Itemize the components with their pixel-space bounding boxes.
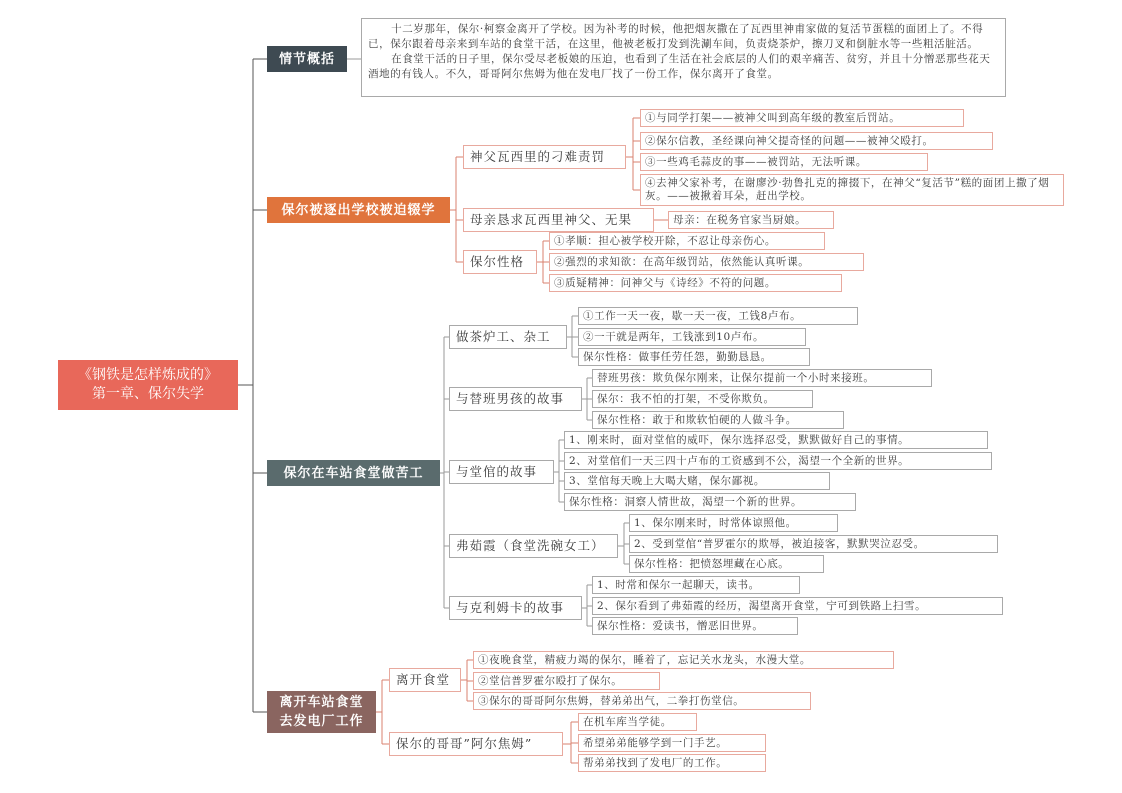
node-klimka: 与克利姆卡的故事 bbox=[449, 596, 582, 620]
root-title: 《钢铁是怎样炼成的》 bbox=[78, 367, 218, 383]
leaf-item: 希望弟弟能够学到一门手艺。 bbox=[578, 734, 766, 752]
node-waiter-story: 与堂倌的故事 bbox=[449, 460, 554, 484]
leaf-item: 保尔性格：洞察人情世故，渴望一个新的世界。 bbox=[564, 493, 856, 511]
summary-paragraph-1: 十二岁那年，保尔·柯察金离开了学校。因为补考的时候，他把烟灰撒在了瓦西里神甫家做的复活节蛋糕的面团上了。不得已，保尔跟着母亲来到车站的食堂干活，在这里，他被老板打发到洗涮车间，负责烧茶炉，擦刀叉和倒脏水等一些粗活脏活。 bbox=[368, 23, 984, 50]
leaf-item: 母亲：在税务官家当厨娘。 bbox=[668, 211, 834, 229]
branch-dropout bbox=[267, 197, 450, 223]
branch-station-canteen-label: 保尔在车站食堂做苦工 bbox=[283, 465, 424, 481]
leaf-item: ①与同学打架——被神父叫到高年级的教室后罚站。 bbox=[640, 109, 964, 127]
node-paul-character: 保尔性格 bbox=[463, 250, 537, 274]
leaf-item: ④去神父家补考，在谢廖沙·勃鲁扎克的撺掇下，在神父“复活节”糕的面团上撒了烟灰。——被揪着耳朵，赶出学校。 bbox=[640, 174, 1064, 206]
leaf-item: ②堂信普罗霍尔殴打了保尔。 bbox=[473, 672, 660, 690]
node-frosya: 弗茹霞（食堂洗碗女工） bbox=[449, 534, 618, 558]
branch-station-canteen bbox=[267, 460, 440, 486]
leaf-item: 保尔性格：敢于和欺软怕硬的人做斗争。 bbox=[592, 411, 844, 429]
leaf-item: 保尔：我不怕的打架，不受你欺负。 bbox=[592, 390, 813, 408]
branch-plot-summary bbox=[267, 46, 347, 72]
summary-paragraph-2: 在食堂干活的日子里，保尔受尽老板娘的压迫，也看到了生活在社会底层的人们的艰辛痛苦、贫穷，并且十分憎恶那些花天酒地的有钱人。不久，哥哥阿尔焦姆为他在发电厂找了一份工作，保尔离开了食堂。 bbox=[368, 53, 991, 80]
leaf-item: 2、对堂倌们一天三四十卢布的工资感到不公，渴望一个全新的世界。 bbox=[564, 452, 992, 470]
node-priest-punishment: 神父瓦西里的刁难责罚 bbox=[463, 145, 626, 169]
root-topic bbox=[58, 360, 238, 410]
branch-leave-canteen-line1: 离开车站食堂 bbox=[279, 695, 364, 710]
leaf-item: ③质疑精神：问神父与《诗经》不符的问题。 bbox=[549, 274, 842, 292]
node-brother-artyom: 保尔的哥哥”阿尔焦姆” bbox=[389, 732, 563, 756]
branch-dropout-label: 保尔被逐出学校被迫辍学 bbox=[281, 202, 436, 218]
leaf-item: 保尔性格：爱读书，憎恶旧世界。 bbox=[592, 617, 798, 635]
leaf-item: 1、时常和保尔一起聊天，读书。 bbox=[592, 576, 800, 594]
leaf-item: ①工作一天一夜，歇一天一夜，工钱8卢布。 bbox=[578, 307, 858, 325]
leaf-item: 保尔性格：做事任劳任怨，勤勤恳恳。 bbox=[578, 348, 810, 366]
leaf-item: ②强烈的求知欲：在高年级罚站，依然能认真听课。 bbox=[549, 253, 864, 271]
leaf-item: ②保尔信教，圣经课向神父提奇怪的问题——被神父殴打。 bbox=[640, 132, 993, 150]
plot-summary-text bbox=[361, 18, 1006, 97]
leaf-item: 2、受到堂倌“普罗霍尔的欺辱，被迫接客，默默哭泣忍受。 bbox=[629, 535, 998, 553]
leaf-item: ③保尔的哥哥阿尔焦姆，替弟弟出气，二拳打伤堂信。 bbox=[473, 692, 811, 710]
leaf-item: ③一些鸡毛蒜皮的事——被罚站，无法听课。 bbox=[640, 153, 928, 171]
leaf-item: 1、保尔刚来时，时常体谅照他。 bbox=[629, 514, 838, 532]
root-subtitle: 第一章、保尔失学 bbox=[92, 386, 204, 402]
node-relief-boy: 与替班男孩的故事 bbox=[449, 387, 582, 411]
leaf-item: 在机车库当学徒。 bbox=[578, 713, 697, 731]
branch-leave-canteen-line2: 去发电厂工作 bbox=[279, 714, 364, 729]
node-leave-canteen: 离开食堂 bbox=[389, 668, 461, 692]
leaf-item: ①夜晚食堂，精疲力竭的保尔，睡着了，忘记关水龙头，水漫大堂。 bbox=[473, 651, 894, 669]
leaf-item: 帮弟弟找到了发电厂的工作。 bbox=[578, 754, 766, 772]
leaf-item: 3、堂倌每天晚上大喝大赌，保尔鄙视。 bbox=[564, 472, 830, 490]
leaf-item: ②一干就是两年，工钱涨到10卢布。 bbox=[578, 328, 806, 346]
leaf-item: ①孝顺：担心被学校开除，不忍让母亲伤心。 bbox=[549, 232, 825, 250]
leaf-item: 保尔性格：把愤怒埋藏在心底。 bbox=[629, 555, 824, 573]
leaf-item: 2、保尔看到了弗茹霞的经历，渴望离开食堂，宁可到铁路上扫雪。 bbox=[592, 597, 1003, 615]
node-mother-plea: 母亲恳求瓦西里神父、无果 bbox=[463, 208, 654, 232]
branch-plot-summary-label: 情节概括 bbox=[278, 51, 335, 67]
leaf-item: 替班男孩：欺负保尔刚来，让保尔提前一个小时来接班。 bbox=[592, 369, 932, 387]
branch-leave-canteen bbox=[267, 691, 376, 733]
leaf-item: 1、刚来时，面对堂倌的威吓，保尔选择忍受，默默做好自己的事情。 bbox=[564, 431, 988, 449]
node-tea-boiler: 做茶炉工、杂工 bbox=[449, 325, 567, 349]
